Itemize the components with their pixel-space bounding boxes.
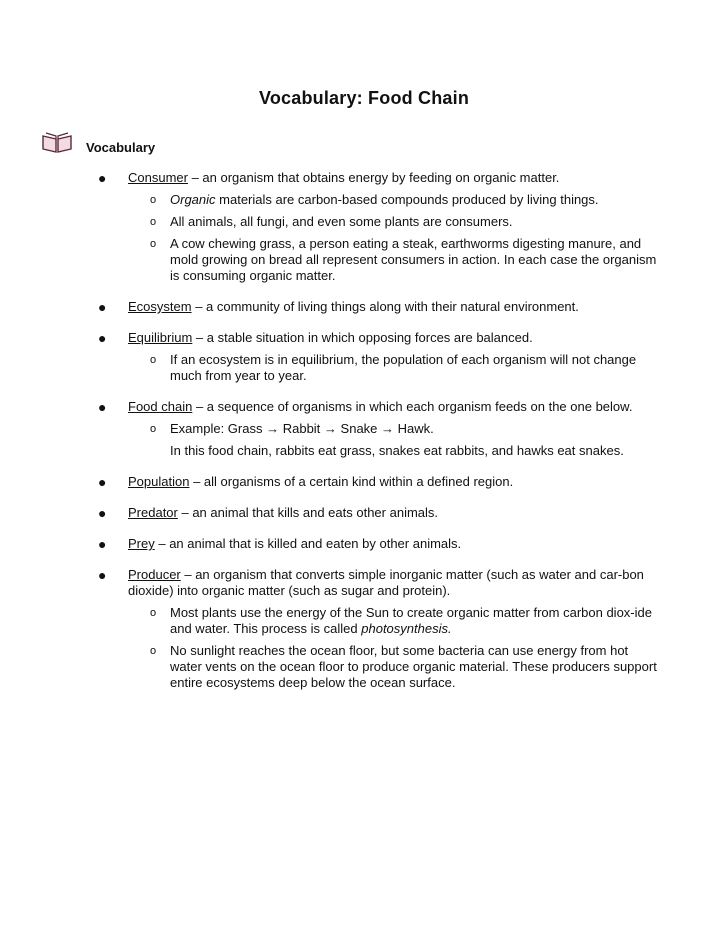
item-text (128, 299, 658, 315)
sub-text (170, 605, 658, 637)
sub-bullet: o (150, 194, 157, 206)
sub-item (150, 236, 658, 284)
sub-item (150, 214, 658, 230)
term-definition: – an organism that converts simple inorganic matter (such as water and car-bon dioxide) into organic matter (such as sugar and protein). (128, 567, 644, 598)
vocabulary-list (98, 170, 658, 706)
list-item (98, 474, 658, 490)
item-text (128, 567, 658, 599)
bullet-dot: ● (98, 299, 107, 315)
bullet-dot: ● (98, 505, 107, 521)
list-item (98, 399, 658, 459)
sub-item (150, 421, 658, 437)
sub-text-body: If an ecosystem is in equilibrium, the population of each organism will not change much from year to year. (170, 352, 637, 383)
vocab-term: Food chain (128, 399, 193, 414)
vocab-term: Producer (128, 567, 181, 582)
emphasis-text: Organic (170, 192, 216, 207)
list-item (98, 170, 658, 284)
list-item (98, 330, 658, 384)
sub-text-body: All animals, all fungi, and even some plants are consumers. (170, 214, 513, 229)
term-definition: – an animal that kills and eats other animals. (177, 505, 439, 520)
sub-text (170, 236, 658, 284)
sub-item (150, 192, 658, 208)
item-text (128, 399, 658, 415)
sub-item (150, 643, 658, 691)
bullet-dot: ● (98, 567, 107, 583)
sub-text-body: A cow chewing grass, a person eating a steak, earthworms digesting manure, and mold growing on bread all represent consumers in action. In each case the organism is consuming organic matter. (170, 236, 657, 283)
chain-step: Rabbit (282, 421, 324, 436)
list-item (98, 505, 658, 521)
bullet-dot: ● (98, 399, 107, 415)
page-title: Vocabulary: Food Chain (258, 88, 470, 108)
sub-bullet: o (150, 216, 157, 228)
item-text (128, 505, 658, 521)
arrow-icon: → (323, 421, 341, 436)
sub-text-body: Example: Grass (170, 421, 267, 436)
chain-step: Hawk. (397, 421, 434, 436)
term-definition: – a sequence of organisms in which each organism feeds on the one below. (192, 399, 633, 414)
follow-up-text: In this food chain, rabbits eat grass, snakes eat rabbits, and hawks eat snakes. (170, 443, 624, 458)
bullet-dot: ● (98, 474, 107, 490)
term-definition: – a stable situation in which opposing forces are balanced. (192, 330, 533, 345)
vocab-term: Equilibrium (128, 330, 193, 345)
vocab-term: Predator (128, 505, 178, 520)
term-definition: – an organism that obtains energy by feeding on organic matter. (187, 170, 560, 185)
vocab-term: Prey (128, 536, 155, 551)
sub-bullet: o (150, 354, 157, 366)
sub-text-body: No sunlight reaches the ocean floor, but some bacteria can use energy from hot water vents on the ocean floor to produce organic material. These producers support entire ecosystems deep below the ocean surface. (170, 643, 657, 690)
arrow-icon: → (266, 421, 283, 436)
item-text (128, 474, 658, 490)
emphasis-text: photosynthesis. (361, 621, 452, 636)
bullet-dot: ● (98, 170, 107, 186)
vocab-term: Ecosystem (128, 299, 192, 314)
item-text (128, 330, 658, 346)
term-definition: – a community of living things along with their natural environment. (191, 299, 579, 314)
list-item (98, 536, 658, 552)
section-heading: Vocabulary (86, 140, 156, 155)
sub-text (170, 352, 658, 384)
sub-text-body: materials are carbon-based compounds produced by living things. (215, 192, 599, 207)
item-text (128, 536, 658, 552)
sub-text (170, 421, 658, 437)
sub-text-body: Most plants use the energy of the Sun to create organic matter from carbon diox-ide and water. This process is called (170, 605, 652, 636)
arrow-icon: → (381, 421, 398, 436)
chain-step: Snake (340, 421, 382, 436)
vocab-term: Consumer (128, 170, 188, 185)
item-text (128, 170, 658, 186)
bullet-dot: ● (98, 330, 107, 346)
term-definition: – an animal that is killed and eaten by other animals. (154, 536, 462, 551)
sub-bullet: o (150, 238, 157, 250)
sub-text (170, 214, 658, 230)
sub-bullet: o (150, 645, 157, 657)
sub-item (150, 352, 658, 384)
sub-bullet: o (150, 423, 157, 435)
list-item (98, 567, 658, 691)
sub-bullet: o (150, 607, 157, 619)
sub-text (170, 192, 658, 208)
bullet-dot: ● (98, 536, 107, 552)
term-definition: – all organisms of a certain kind within a defined region. (189, 474, 514, 489)
sub-text (170, 643, 658, 691)
vocab-term: Population (128, 474, 190, 489)
open-book-icon (40, 130, 74, 154)
sub-item (150, 605, 658, 637)
list-item (98, 299, 658, 315)
